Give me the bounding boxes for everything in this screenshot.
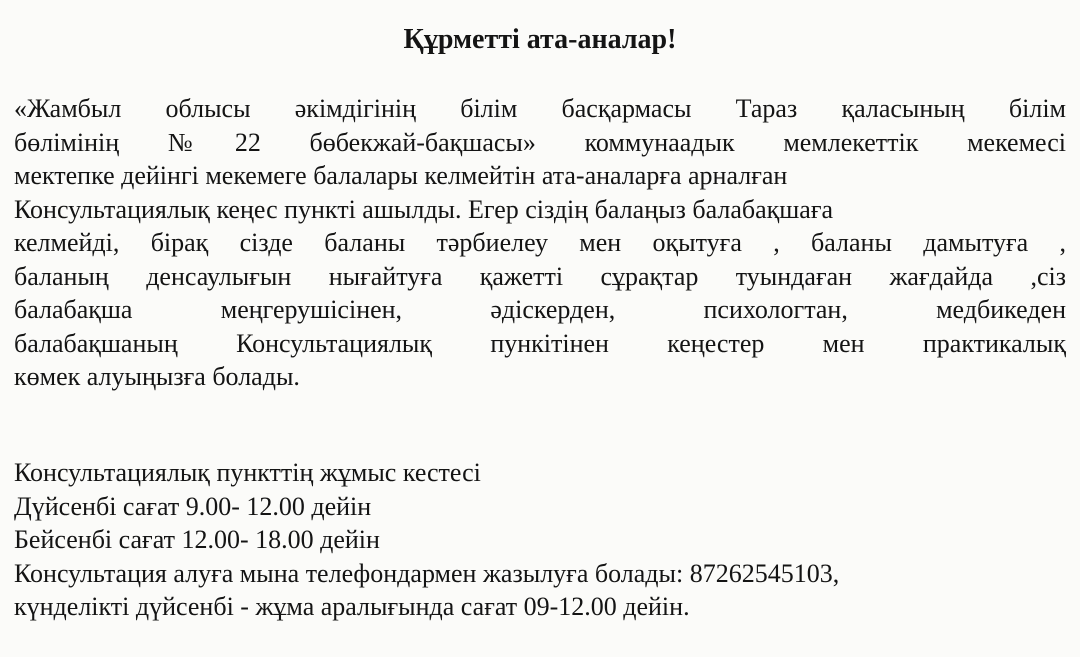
schedule-section <box>14 456 1066 624</box>
announcement-paragraph <box>14 92 1066 394</box>
paragraph-line-5: келмейді, бірақ сізде баланы тәрбиелеу мен оқытуға , баланы дамытуға , <box>14 228 1066 257</box>
paragraph-line-6: баланың денсаулығын нығайтуға қажетті сұрақтар туындаған жағдайда ,сіз <box>14 261 1066 291</box>
paragraph-line-4: Консультациялық кеңес пункті ашылды. Егер сіздің балаңыз балабақшаға <box>14 194 834 224</box>
paragraph-line-2: бөлімінің №22 бөбекжай-бақшасы» коммунаадык мемлекеттік мекемесі <box>14 127 1066 157</box>
paragraph-line-9: көмек алуыңызға болады. <box>14 362 300 391</box>
paragraph-line-7: балабақша меңгерушісінен, әдіскерден, психологтан, медбикеден <box>14 295 1066 324</box>
paragraph-line-1: «Жамбыл облысы әкімдігінің білім басқармасы Тараз қаласының білім <box>14 94 1066 123</box>
paragraph-line-3: мектепке дейінгі мекемеге балалары келмейтін ата-аналарға арналған <box>14 161 788 190</box>
page-title: Құрметті ата-аналар! <box>403 24 677 55</box>
schedule-monday: Дүйсенбі сағат 9.00- 12.00 дейін <box>14 491 372 521</box>
paragraph-line-8: балабақшаның Консультациялық пункітінен кеңестер мен практикалық <box>14 328 1066 358</box>
phone-line: Консультация алуға мына телефондармен жазылуға болады: 87262545103, <box>14 558 840 588</box>
schedule-heading: Консультациялық пункттің жұмыс кестесі <box>14 458 481 487</box>
daily-hours-line: күнделікті дүйсенбі - жұма аралығында сағат 09-12.00 дейін. <box>14 592 690 621</box>
schedule-thursday: Бейсенбі сағат 12.00- 18.00 дейін <box>14 525 380 554</box>
